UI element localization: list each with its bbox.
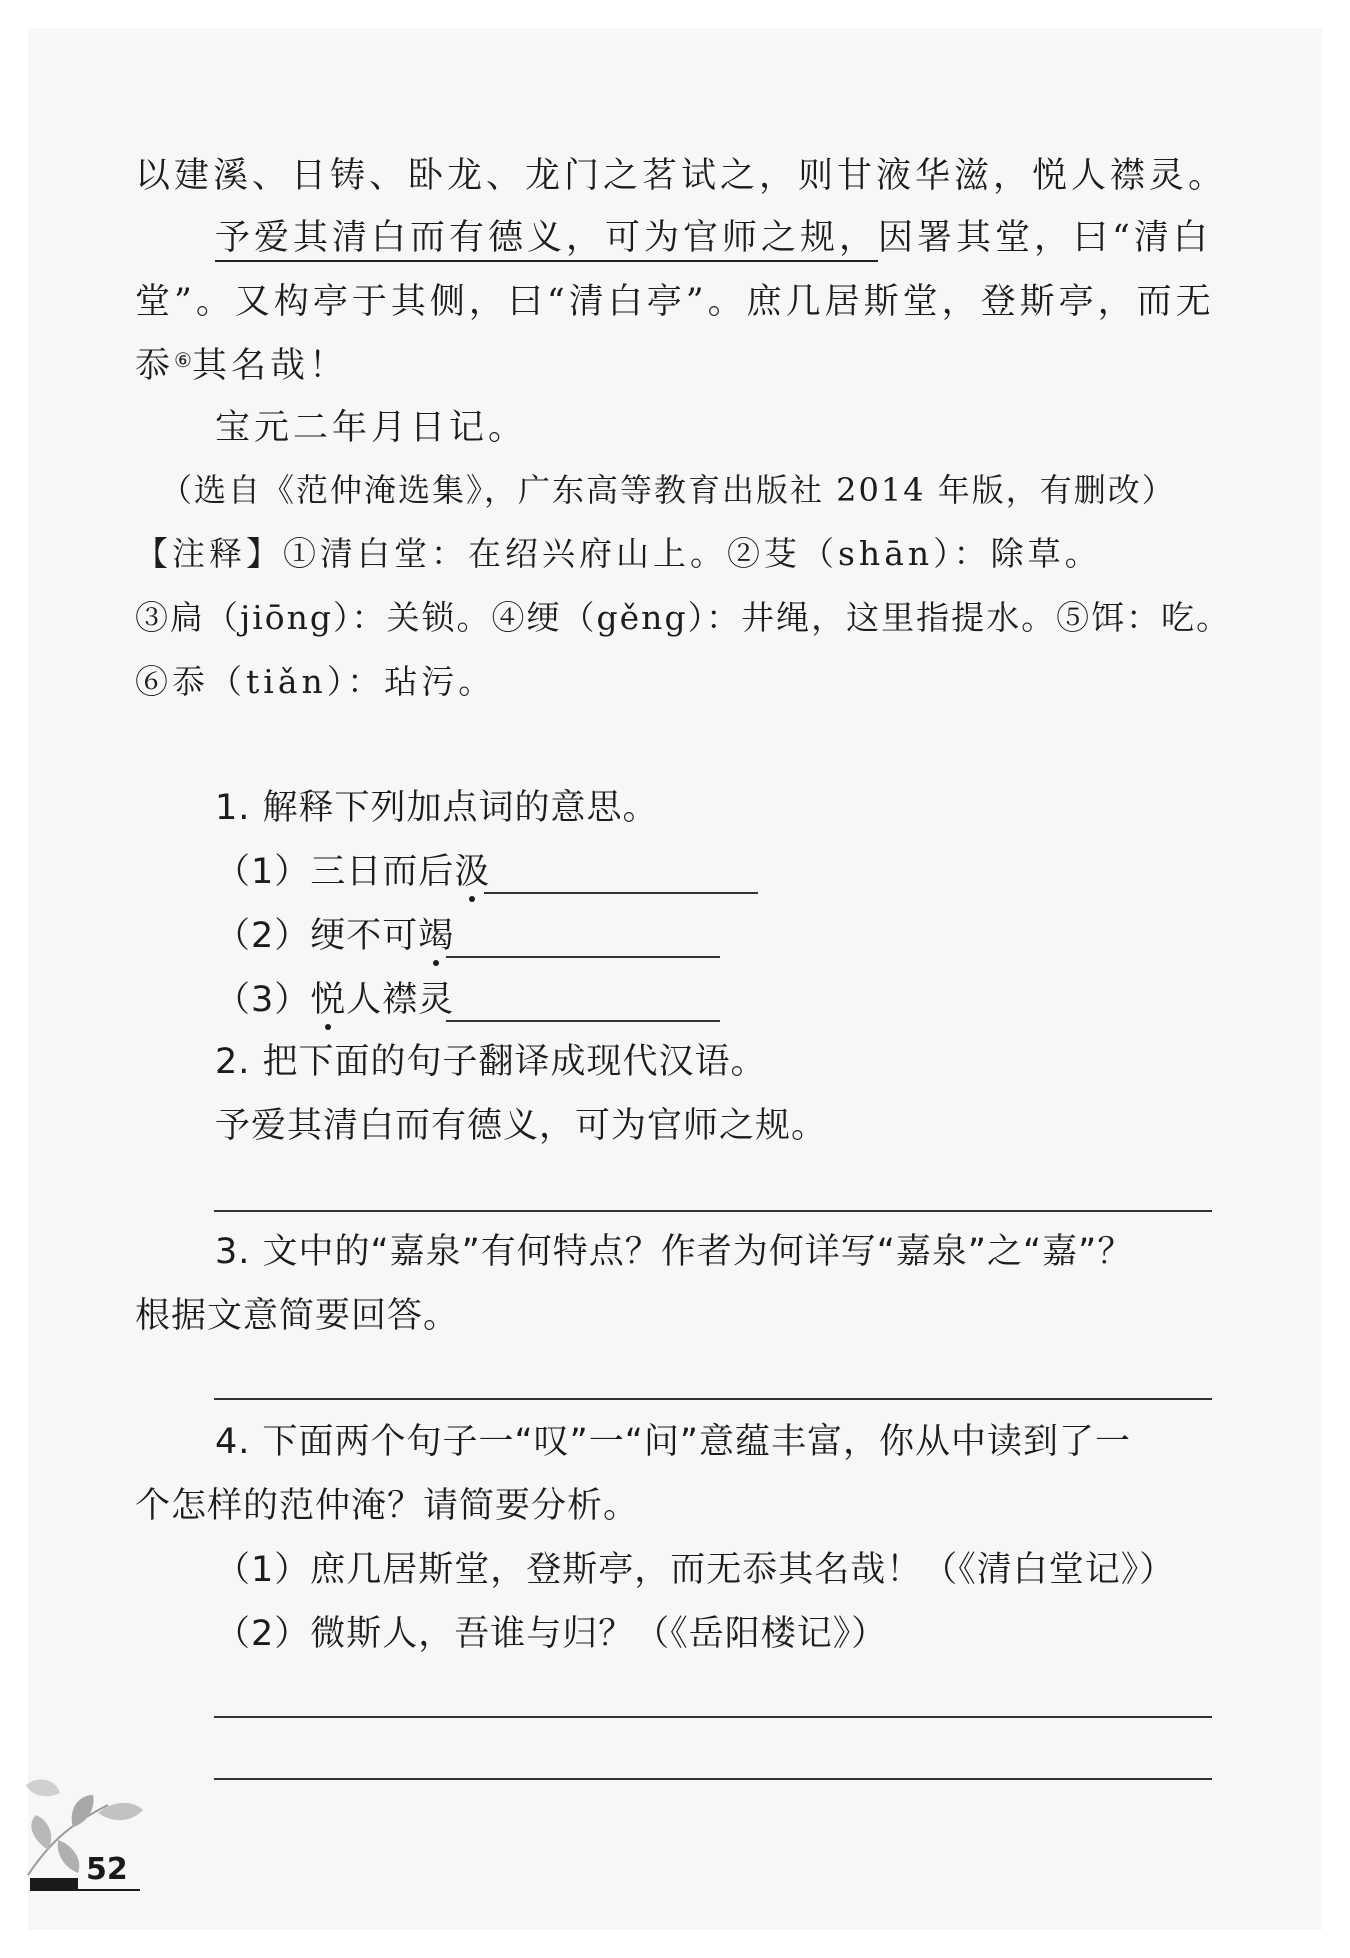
- question-4-prompt-line-2: 个怎样的范仲淹？请简要分析。: [135, 1486, 640, 1526]
- dotted-word-jie: 竭: [418, 916, 455, 956]
- passage-line-2: [215, 216, 1212, 260]
- question-3-prompt-line-2: 根据文意简要回答。: [135, 1296, 460, 1336]
- passage-line-2-rest: 因署其堂，曰“清白: [878, 218, 1212, 258]
- notes-line-1: 【注释】①清白堂：在绍兴府山上。②芟（shān）：除草。: [135, 534, 1102, 573]
- answer-line-q3[interactable]: [214, 1398, 1212, 1400]
- question-4-item-1: （1）庶几居斯堂，登斯亭，而无忝其名哉！（《清白堂记》）: [215, 1550, 1176, 1590]
- question-3-prompt-line-1: 3. 文中的“嘉泉”有何特点？作者为何详写“嘉泉”之“嘉”？: [215, 1232, 1134, 1272]
- passage-line-1: 以建溪、日铸、卧龙、龙门之茗试之，则甘液华滋，悦人襟灵。: [135, 156, 1228, 196]
- question-2-prompt: 2. 把下面的句子翻译成现代汉语。: [215, 1042, 767, 1082]
- passage-line-3: 堂”。又构亭于其侧，曰“清白亭”。庶几居斯堂，登斯亭，而无: [135, 282, 1215, 322]
- q1-item3-prefix: （3）: [215, 980, 311, 1020]
- question-1-item-3: [215, 978, 454, 1022]
- passage-line-4: [135, 344, 348, 388]
- page-number-rule: [30, 1889, 140, 1891]
- question-4-prompt-line-1: 4. 下面两个句子一“叹”一“问”意蕴丰富，你从中读到了一: [215, 1422, 1132, 1462]
- notes-line-2: ③扃（jiōng）：关锁。④绠（gěng）：井绳，这里指提水。⑤饵：吃。: [135, 598, 1232, 637]
- q1-item1-text: （1）三日而后: [215, 852, 455, 892]
- passage-line-4-end: 其名哉！: [191, 346, 348, 386]
- dotted-word-yue: 悦: [310, 980, 347, 1020]
- answer-blank-1[interactable]: [484, 892, 758, 894]
- answer-blank-2[interactable]: [446, 956, 720, 958]
- question-1-item-2: [215, 914, 454, 958]
- question-1-prompt: 1. 解释下列加点词的意思。: [215, 788, 659, 828]
- answer-line-q2[interactable]: [214, 1210, 1212, 1212]
- page-number: 52: [86, 1852, 128, 1887]
- q1-item3-text: 人襟灵: [346, 980, 455, 1020]
- q1-item2-text: （2）绠不可: [215, 916, 419, 956]
- question-2-sentence: 予爱其清白而有德义，可为官师之规。: [215, 1106, 828, 1146]
- dotted-word-ji: 汲: [454, 852, 491, 892]
- answer-line-q4-1[interactable]: [214, 1716, 1212, 1718]
- footnote-ref-6: ⑥: [174, 348, 192, 372]
- passage-line-4-start: 忝: [135, 346, 175, 386]
- notes-line-3: ⑥忝（tiǎn）：玷污。: [135, 662, 496, 701]
- passage-date: 宝元二年月日记。: [215, 408, 528, 448]
- passage-source: （选自《范仲淹选集》，广东高等教育出版社 2014 年版，有删改）: [160, 471, 1176, 509]
- question-1-item-1: [215, 850, 490, 894]
- answer-blank-3[interactable]: [446, 1020, 720, 1022]
- underlined-sentence: 予爱其清白而有德义，可为官师之规，: [215, 218, 878, 262]
- question-4-item-2: （2）微斯人，吾谁与归？（《岳阳楼记》）: [215, 1614, 888, 1654]
- answer-line-q4-2[interactable]: [214, 1778, 1212, 1780]
